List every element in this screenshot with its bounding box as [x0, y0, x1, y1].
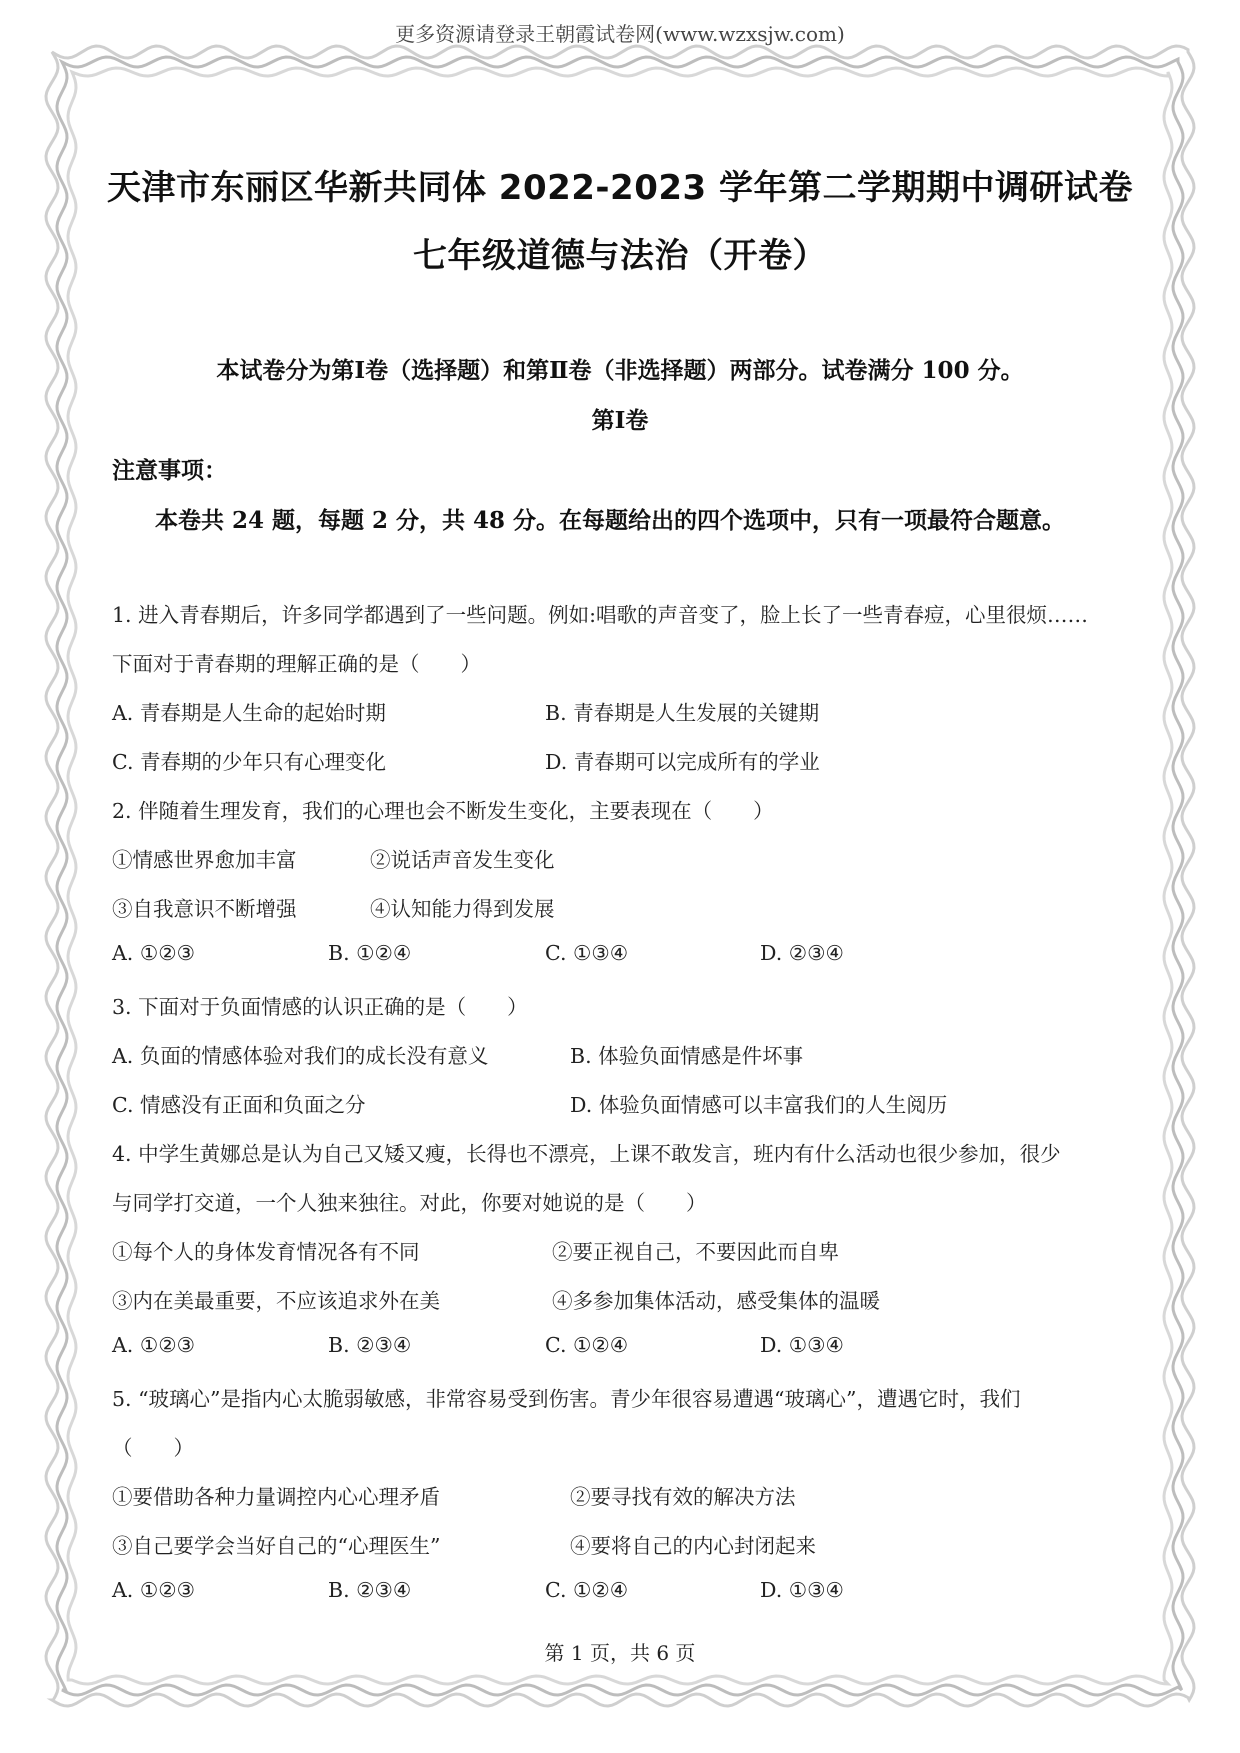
question-1-stem-line-2: 下面对于青春期的理解正确的是（ ）	[112, 652, 481, 676]
question-3-option-b: B. 体验负面情感是件坏事	[570, 1044, 804, 1068]
question-4-statement-2: ②要正视自己，不要因此而自卑	[552, 1240, 839, 1264]
question-4-option-d: D. ①③④	[760, 1333, 844, 1357]
exam-title: 天津市东丽区华新共同体 2022-2023 学年第二学期期中调研试卷	[106, 168, 1134, 208]
question-1-option-b: B. 青春期是人生发展的关键期	[545, 701, 820, 725]
exam-intro: 本试卷分为第Ⅰ卷（选择题）和第Ⅱ卷（非选择题）两部分。试卷满分 100 分。	[216, 357, 1024, 384]
question-5-option-c: C. ①②④	[545, 1578, 629, 1602]
question-4-option-b: B. ②③④	[328, 1333, 412, 1357]
question-1-option-c: C. 青春期的少年只有心理变化	[112, 750, 386, 774]
question-5-stem-line-2: （ ）	[112, 1436, 194, 1460]
question-1-option-a: A. 青春期是人生命的起始时期	[112, 701, 386, 725]
question-1-stem-line-1: 1. 进入青春期后，许多同学都遇到了一些问题。例如:唱歌的声音变了，脸上长了一些青春痘，心里很烦……	[112, 603, 1088, 627]
question-2-option-c: C. ①③④	[545, 941, 629, 965]
question-2-statement-1: ①情感世界愈加丰富	[112, 848, 297, 872]
question-3-option-a: A. 负面的情感体验对我们的成长没有意义	[112, 1044, 489, 1068]
question-5-statement-1: ①要借助各种力量调控内心心理矛盾	[112, 1485, 440, 1509]
question-2-statement-3: ③自我意识不断增强	[112, 897, 297, 921]
question-2-option-b: B. ①②④	[328, 941, 412, 965]
question-2-stem: 2. 伴随着生理发育，我们的心理也会不断发生变化，主要表现在（ ）	[112, 799, 774, 823]
question-4-statement-4: ④多参加集体活动，感受集体的温暖	[552, 1289, 880, 1313]
question-4-option-c: C. ①②④	[545, 1333, 629, 1357]
question-4-stem-line-1: 4. 中学生黄娜总是认为自己又矮又瘦，长得也不漂亮，上课不敢发言，班内有什么活动也很少参加，很少	[112, 1142, 1061, 1166]
notice-text: 本卷共 24 题，每题 2 分，共 48 分。在每题给出的四个选项中，只有一项最符合题意。	[155, 507, 1066, 534]
question-4-stem-line-2: 与同学打交道，一个人独来独往。对此，你要对她说的是（ ）	[112, 1191, 707, 1215]
question-3-option-d: D. 体验负面情感可以丰富我们的人生阅历	[570, 1093, 948, 1117]
site-header: 更多资源请登录王朝霞试卷网(www.wzxsjw.com)	[395, 22, 845, 46]
question-5-stem-line-1: 5. “玻璃心”是指内心太脆弱敏感，非常容易受到伤害。青少年很容易遭遇“玻璃心”，遭遇它时，我们	[112, 1387, 1021, 1411]
question-5-statement-3: ③自己要学会当好自己的“心理医生”	[112, 1534, 441, 1558]
question-4-statement-3: ③内在美最重要，不应该追求外在美	[112, 1289, 440, 1313]
volume-heading: 第Ⅰ卷	[591, 407, 649, 434]
page-number: 第 1 页，共 6 页	[544, 1641, 696, 1665]
question-1-option-d: D. 青春期可以完成所有的学业	[545, 750, 820, 774]
notice-title: 注意事项：	[112, 457, 227, 484]
exam-subtitle: 七年级道德与法治（开卷）	[413, 236, 827, 276]
question-3-option-c: C. 情感没有正面和负面之分	[112, 1093, 366, 1117]
question-5-option-b: B. ②③④	[328, 1578, 412, 1602]
question-4-option-a: A. ①②③	[112, 1333, 195, 1357]
question-5-option-a: A. ①②③	[112, 1578, 195, 1602]
question-3-stem: 3. 下面对于负面情感的认识正确的是（ ）	[112, 995, 528, 1019]
question-2-option-a: A. ①②③	[112, 941, 195, 965]
question-2-option-d: D. ②③④	[760, 941, 844, 965]
question-5-statement-2: ②要寻找有效的解决方法	[570, 1485, 796, 1509]
question-2-statement-2: ②说话声音发生变化	[370, 848, 555, 872]
question-4-statement-1: ①每个人的身体发育情况各有不同	[112, 1240, 420, 1264]
question-5-option-d: D. ①③④	[760, 1578, 844, 1602]
question-5-statement-4: ④要将自己的内心封闭起来	[570, 1534, 816, 1558]
question-2-statement-4: ④认知能力得到发展	[370, 897, 555, 921]
